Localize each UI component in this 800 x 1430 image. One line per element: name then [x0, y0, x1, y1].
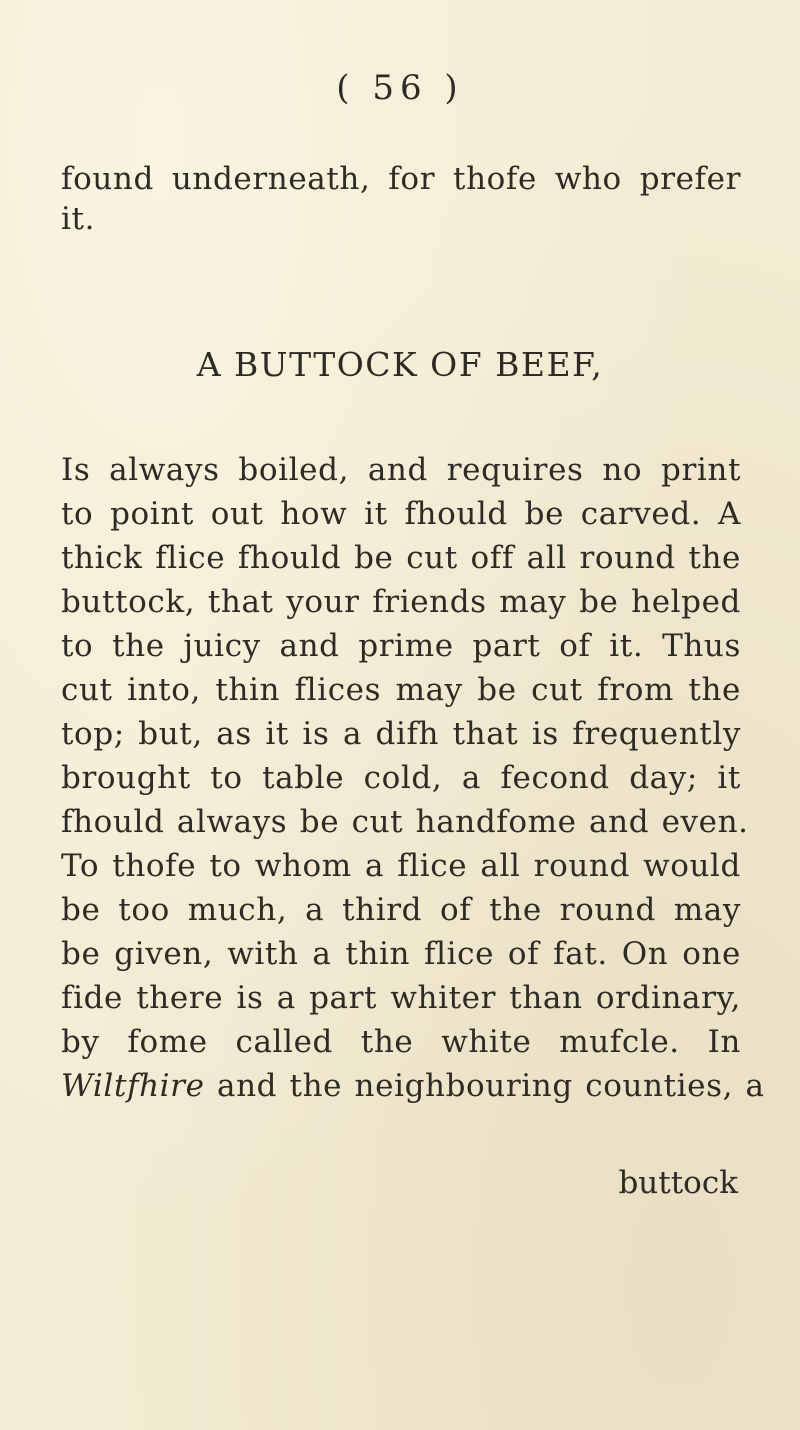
intro-line-2: it.	[61, 201, 96, 237]
body-line-14: by fome called the white mufcle. In	[61, 1024, 741, 1060]
body-line-6: cut into, thin flices may be cut from the	[61, 672, 741, 708]
body-line-9: fhould always be cut handfome and even.	[61, 804, 749, 840]
body-line-15	[61, 1066, 765, 1106]
body-line-10: To thofe to whom a flice all round would	[61, 848, 741, 884]
body-line-8: brought to table cold, a fecond day; it	[61, 760, 741, 796]
section-heading: A BUTTOCK OF BEEF,	[196, 345, 604, 384]
page-number: ( 56 )	[336, 68, 464, 108]
body-line-11: be too much, a third of the round may	[61, 892, 741, 928]
body-line-3: thick flice fhould be cut off all round the	[61, 540, 741, 576]
body-line-5: to the juicy and prime part of it. Thus	[61, 628, 741, 664]
intro-line-1: found underneath, for thofe who prefer	[61, 161, 741, 197]
body-line-13: fide there is a part whiter than ordinary,	[61, 980, 741, 1016]
place-name-italic: Wiltfhire	[61, 1068, 205, 1104]
body-line-4: buttock, that your friends may be helped	[61, 584, 741, 620]
body-line-2: to point out how it fhould be carved. A	[61, 496, 741, 532]
body-line-1: Is always boiled, and requires no print	[61, 452, 741, 488]
body-line-15-rest: and the neighbouring counties, a	[204, 1068, 765, 1104]
body-line-7: top; but, as it is a difh that is frequently	[61, 716, 741, 752]
catchword: buttock	[618, 1165, 738, 1201]
body-line-12: be given, with a thin flice of fat. On one	[61, 936, 741, 972]
